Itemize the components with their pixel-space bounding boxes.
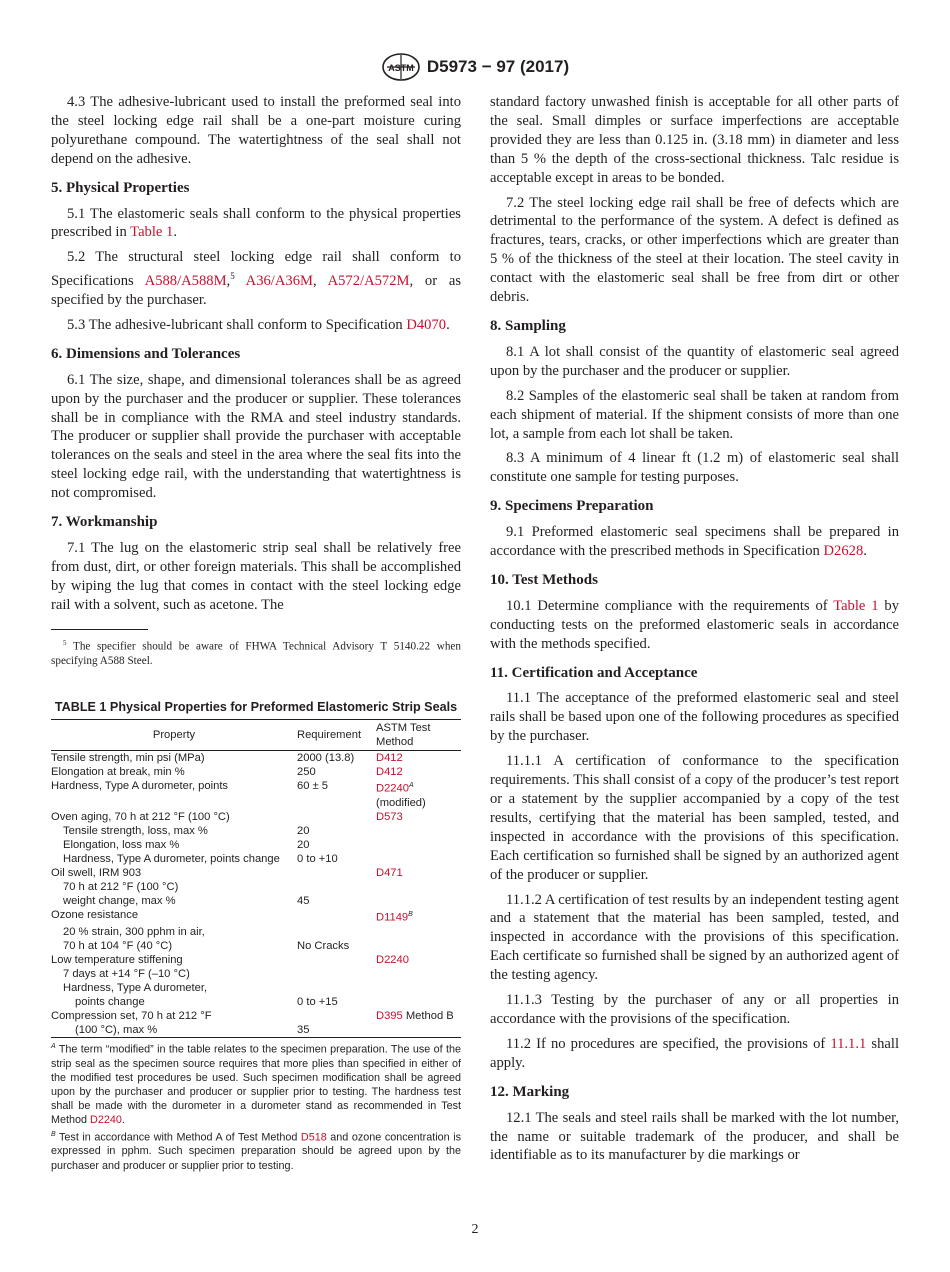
cell-requirement: 0 to +10 <box>297 853 338 866</box>
heading-physical-properties: 5. Physical Properties <box>51 179 190 196</box>
cell-property: weight change, max % <box>63 895 176 908</box>
link-table-1[interactable]: Table 1 <box>130 224 174 241</box>
physical-properties-table <box>51 719 461 1037</box>
table-row <box>51 1009 461 1023</box>
cell-property: Elongation at break, min % <box>51 766 185 779</box>
footnote-5: $^5$ The specifier should be aware of FHWA Technical Advisory T 5140.22 when specifying A588 Steel. <box>51 638 461 668</box>
astm-logo-icon <box>381 52 421 82</box>
link-11-1-1[interactable]: 11.1.1 <box>830 1035 867 1052</box>
para-8-1: 8.1 A lot shall consist of the quantity of elastomeric seal agreed upon by the purchaser and the producer or supplier. <box>490 343 899 379</box>
para-9-1: 9.1 Preformed elastomeric seal specimens shall be prepared in accordance with the prescribed methods in Specification D2628. <box>490 524 899 560</box>
table-row <box>51 751 461 766</box>
heading-workmanship: 7. Workmanship <box>51 514 158 531</box>
test-method-extra: (modified) <box>376 797 426 810</box>
cell-property: 70 h at 104 °F (40 °C) <box>63 939 173 952</box>
cell-requirement <box>297 866 376 880</box>
cell-requirement <box>297 953 376 967</box>
cell-property: Tensile strength, min psi (MPa) <box>51 752 205 765</box>
table-note-a: $^A$ The term “modified” in the table relates to the specimen preparation. The use of the strip seal as the specimen source requires that more plies than specified in either of the modified test procedures be used. Such specimen modification shall be agreed upon by the purchaser and producer or supplier prior to testing. The hardness test shall be made with the durometer in a durometer stand as recommended in Test Method D2240. <box>51 1042 461 1127</box>
link-d2240[interactable]: D2240 <box>90 1114 122 1127</box>
cell-test-method <box>376 838 461 852</box>
cell-property: Elongation, loss max % <box>63 839 180 852</box>
right-column <box>490 93 899 1171</box>
cell-property: Hardness, Type A durometer, <box>63 981 208 994</box>
cell-test-method <box>376 824 461 838</box>
test-method-link[interactable]: D2240 <box>376 953 409 966</box>
cell-requirement <box>297 810 376 824</box>
cell-test-method <box>376 866 461 880</box>
cell-test-method <box>376 880 461 894</box>
cell-requirement: 20 <box>297 825 310 838</box>
left-column <box>51 93 461 1173</box>
table-row <box>51 995 461 1009</box>
heading-dimensions: 6. Dimensions and Tolerances <box>51 345 241 362</box>
para-7-1-cont: standard factory unwashed finish is acceptable for all other parts of the seal. Small dimples or surface imperfections are acceptable provided they are less than 0.125 in. (3.18 mm) in diameter and less than 5 % the depth of the cross-sectional thickness. Talc residue is acceptable except in areas to be bonded. <box>490 94 899 186</box>
table-caption: TABLE 1 Physical Properties for Preformed Elastomeric Strip Seals <box>54 700 458 715</box>
cell-requirement: 20 <box>297 839 310 852</box>
cell-property: points change <box>75 995 145 1008</box>
table-row <box>51 939 461 953</box>
link-a36[interactable]: A36/A36M <box>245 273 313 290</box>
cell-requirement <box>297 925 376 939</box>
column-header: Property <box>51 720 297 751</box>
cell-test-method <box>376 894 461 908</box>
test-method-link[interactable]: D2240 <box>376 783 409 796</box>
cell-requirement: 2000 (13.8) <box>297 752 355 765</box>
para-12-1: 12.1 The seals and steel rails shall be marked with the lot number, the name or suitable trademark of the producer, and shall be identifiable as to its manufacturer by die markings or <box>490 1109 899 1164</box>
table-row <box>51 824 461 838</box>
link-d4070[interactable]: D4070 <box>406 316 447 333</box>
table-note-ref[interactable]: B <box>408 911 413 919</box>
table-row <box>51 967 461 981</box>
para-11-1-1: 11.1.1 A certification of conformance to the specification requirements. This shall consist of a copy of the producer’s test report or a statement by the supplier accompanied by a copy of the test results, certifying that the material has been sampled, tested, and inspected in accordance with the provisions of this specification. Each certification so furnished shall be signed by an authorized agent of the producer or supplier. <box>490 753 899 883</box>
footnote-ref-5[interactable]: 5 <box>230 271 235 282</box>
para-11-1-2: 11.1.2 A certification of test results by an independent testing agent and a statement that the material has been sampled, tested, and inspected in accordance with the provisions of this specification. Each certificate so furnished shall be signed by an authorized agent of the testing agency. <box>490 891 899 984</box>
table-row <box>51 810 461 824</box>
cell-test-method <box>376 810 461 824</box>
test-method-link[interactable]: D412 <box>376 752 403 765</box>
table-row <box>51 852 461 866</box>
cell-property: 20 % strain, 300 pphm in air, <box>63 925 205 938</box>
table-row <box>51 866 461 880</box>
link-d2628[interactable]: D2628 <box>823 543 864 560</box>
test-method-link[interactable]: D471 <box>376 867 403 880</box>
table-note-ref[interactable]: A <box>408 782 414 790</box>
test-method-link[interactable]: D1149 <box>376 911 409 924</box>
cell-test-method <box>376 925 461 939</box>
cell-requirement: 35 <box>297 1023 376 1038</box>
cell-requirement: 0 to +15 <box>297 995 338 1008</box>
cell-property: Hardness, Type A durometer, points change <box>63 853 280 866</box>
table-row <box>51 880 461 894</box>
cell-requirement <box>297 967 376 981</box>
para-8-3: 8.3 A minimum of 4 linear ft (1.2 m) of elastomeric seal shall constitute one sample for testing purposes. <box>490 450 899 486</box>
cell-requirement <box>297 908 376 925</box>
heading-sampling: 8. Sampling <box>490 317 566 334</box>
cell-requirement: 45 <box>297 895 310 908</box>
table-note-b: $^B$ Test in accordance with Method A of Test Method D518 and ozone concentration is expressed in pphm. Such specimen preparation should be agreed upon by the purchaser and producer or supplier prior to testing. <box>51 1130 461 1172</box>
para-11-1-3: 11.1.3 Testing by the purchaser of any or all properties in accordance with the provisions of the specification. <box>490 992 899 1027</box>
cell-test-method <box>376 981 461 995</box>
test-method-link[interactable]: D412 <box>376 766 403 779</box>
table-row <box>51 838 461 852</box>
para-5-1: 5.1 The elastomeric seals shall conform to the physical properties prescribed in Table 1. <box>51 205 461 241</box>
link-a588[interactable]: A588/A588M <box>144 273 227 290</box>
table-row <box>51 765 461 779</box>
table-row <box>51 908 461 925</box>
para-11-1: 11.1 The acceptance of the preformed elastomeric seal and steel rails shall be based upon one of the following procedures as specified by the purchaser. <box>490 690 899 745</box>
table-row <box>51 779 461 810</box>
cell-property: 7 days at +14 °F (–10 °C) <box>63 967 190 980</box>
cell-property: (100 °C), max % <box>51 1023 297 1038</box>
cell-requirement <box>297 880 376 894</box>
cell-property: Ozone resistance <box>51 909 139 922</box>
column-header: ASTM Test Method <box>376 720 461 751</box>
test-method-link[interactable]: D573 <box>376 811 403 824</box>
column-header: Requirement <box>297 720 376 751</box>
cell-requirement: 250 <box>297 766 316 779</box>
cell-property: Low temperature stiffening <box>51 953 183 966</box>
heading-marking: 12. Marking <box>490 1083 570 1100</box>
cell-requirement <box>297 1009 376 1023</box>
para-11-2: 11.2 If no procedures are specified, the provisions of 11.1.1 shall apply. <box>490 1035 899 1071</box>
cell-property: 70 h at 212 °F (100 °C) <box>63 881 179 894</box>
page-number: 2 <box>471 1222 479 1237</box>
para-5-3: 5.3 The adhesive-lubricant shall conform to Specification D4070. <box>67 316 450 333</box>
table-row <box>51 1023 461 1038</box>
cell-test-method <box>376 852 461 866</box>
para-8-2: 8.2 Samples of the elastomeric seal shall be taken at random from each shipment of material. If the shipment consists of more than one lot, a sample from each lot shall be taken. <box>490 387 899 442</box>
test-method-extra: Method B <box>402 1009 454 1022</box>
svg-text:ASTM: ASTM <box>388 63 414 73</box>
cell-test-method <box>376 908 461 925</box>
table-row <box>51 953 461 967</box>
heading-test-methods: 10. Test Methods <box>490 571 598 588</box>
table-row <box>51 894 461 908</box>
cell-test-method <box>376 1023 461 1038</box>
cell-test-method <box>376 953 461 967</box>
cell-test-method <box>376 1009 461 1023</box>
link-d518[interactable]: D518 <box>300 1131 327 1144</box>
cell-test-method <box>376 779 461 810</box>
table-notes <box>51 1040 461 1173</box>
cell-test-method <box>376 939 461 953</box>
cell-test-method <box>376 765 461 779</box>
table-row <box>51 981 461 995</box>
cell-property: Compression set, 70 h at 212 °F <box>51 1009 212 1022</box>
table-row <box>51 925 461 939</box>
document-id: D5973 − 97 (2017) <box>426 57 570 76</box>
cell-test-method <box>376 967 461 981</box>
para-6-1: 6.1 The size, shape, and dimensional tolerances shall be as agreed upon by the purchaser and the producer or supplier. These tolerances shall be in compliance with the RMA and steel industry standards. The producer or supplier shall provide the purchaser with acceptable tolerances on the seals and steel in the area where the seal fits into the steel locking edge rail, with the understanding that watertightness is not compromised. <box>51 371 461 502</box>
cell-test-method <box>376 751 461 766</box>
heading-certification: 11. Certification and Acceptance <box>490 664 698 681</box>
footnote-divider <box>51 629 148 630</box>
cell-requirement: 60 ± 5 <box>297 780 329 793</box>
para-5-2: 5.2 The structural steel locking edge rail shall conform to Specifications A588/A588M,$^5$ A36/A36M, A572/A572M, or as specified by the purchaser. <box>51 249 461 309</box>
para-10-1: 10.1 Determine compliance with the requirements of Table 1 by conducting tests on the preformed elastomeric seals in accordance with the methods specified. <box>490 597 899 652</box>
cell-test-method <box>376 995 461 1009</box>
cell-requirement: No Cracks <box>297 939 350 952</box>
cell-property: Oven aging, 70 h at 212 °F (100 °C) <box>51 811 230 824</box>
para-7-2: 7.2 The steel locking edge rail shall be free of defects which are detrimental to the performance of the system. A defect is defined as fractures, tears, cracks, or other imperfections which are greater than 5 % of the thickness of the steel at their location. The steel cavity in contact with the elastomeric seal shall be free from dirt or other debris. <box>490 194 899 306</box>
cell-property: Tensile strength, loss, max % <box>63 825 208 838</box>
page-header <box>0 52 950 82</box>
test-method-link[interactable]: D395 <box>376 1009 403 1022</box>
para-4-3: 4.3 The adhesive-lubricant used to install the preformed seal into the steel locking edge rail shall be a one-part moisture curing polyurethane compound. The watertightness of the seal shall not depend on the adhesive. <box>51 94 461 167</box>
cell-property: Oil swell, IRM 903 <box>51 867 142 880</box>
para-7-1: 7.1 The lug on the elastomeric strip seal shall be relatively free from dust, dirt, or other foreign materials. This shall be accomplished by wiping the lug that comes in contact with the steel locking edge rail with a solvent, such as acetone. The <box>51 539 461 613</box>
heading-specimens: 9. Specimens Preparation <box>490 498 654 515</box>
link-table-1[interactable]: Table 1 <box>833 597 879 614</box>
cell-property: Hardness, Type A durometer, points <box>51 780 229 793</box>
link-a572[interactable]: A572/A572M <box>327 273 410 290</box>
cell-requirement <box>297 981 376 995</box>
